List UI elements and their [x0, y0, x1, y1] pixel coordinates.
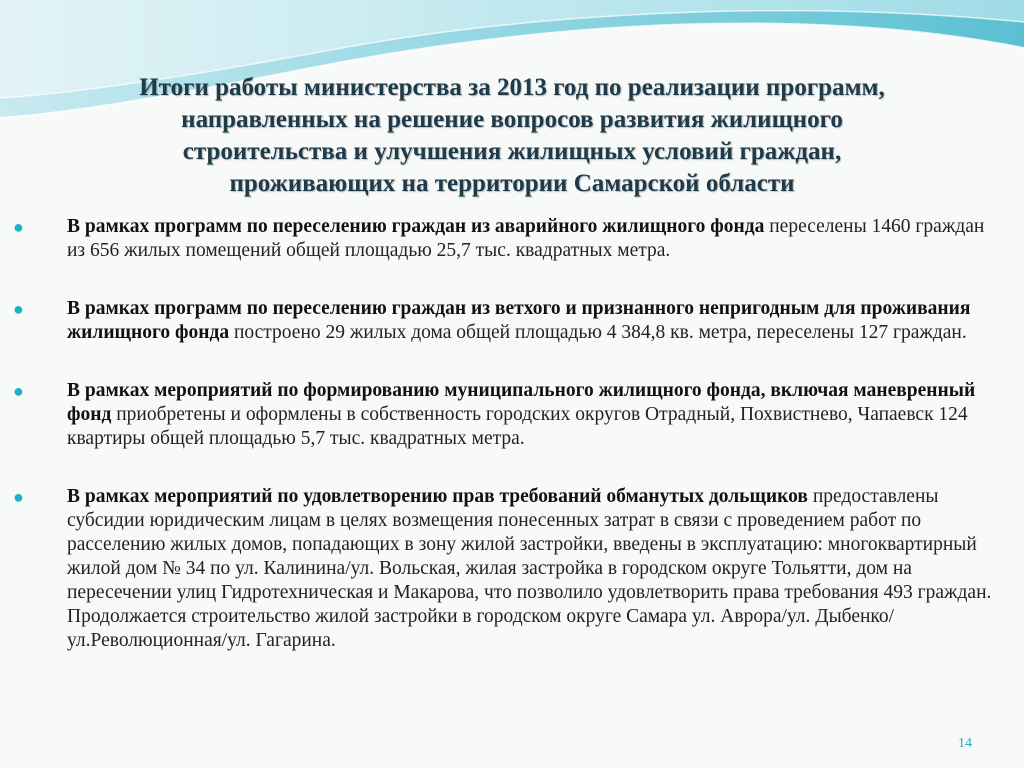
item-bold-lead: В рамках программ по переселению граждан из ветхого и признанного непригодным для проживания жилищного фонда: [67, 298, 971, 343]
item-text: приобретены и оформлены в собственность городских округов Отрадный, Похвистнево, Чапаевск 124 квартиры общей площадью 5,7 тыс. квадратных метра.: [67, 404, 968, 449]
title-line: строительства и улучшения жилищных условий граждан,: [182, 138, 842, 165]
list-item: [0, 379, 1024, 451]
list-item: [0, 215, 1024, 263]
title-line: направленных на решение вопросов развития жилищного: [181, 106, 843, 133]
item-text: построено 29 жилых дома общей площадью 4 384,8 кв. метра, переселены 127 граждан.: [229, 322, 967, 343]
bullet-icon: ●: [13, 217, 24, 237]
item-text: предоставлены субсидии юридическим лицам в целях возмещения понесенных затрат в связи с проведением работ по расселению жилых домов, попадающих в зону жилой застройки, введены в эксплуатацию: многоквартирный жилой дом № 34 по ул. Калинина/ул. Вольская, жилая застройка в городском округе Тольятти, дом на пересечении улиц Гидротехническая и Макарова, что позволило удовлетворить права требования 493 граждан. Продолжается строительство жилой застройки в городском округе Самара ул. Аврора/ул. Дыбенко/ул.Революционная/ул. Гагарина.: [67, 486, 992, 651]
item-text: переселены 1460 граждан из 656 жилых помещений общей площадью 25,7 тыс. квадратных метра.: [67, 216, 985, 261]
item-bold-lead: В рамках мероприятий по удовлетворению прав требований обманутых дольщиков: [67, 486, 808, 507]
title-line: Итоги работы министерства за 2013 год по реализации программ,: [139, 74, 885, 101]
item-bold-lead: В рамках программ по переселению граждан из аварийного жилищного фонда: [67, 216, 765, 237]
item-bold-lead: В рамках мероприятий по формированию муниципального жилищного фонда, включая маневренный фонд: [67, 380, 976, 425]
list-item: [0, 297, 1024, 345]
bullet-icon: ●: [13, 487, 24, 507]
title-line: проживающих на территории Самарской области: [229, 170, 795, 197]
bullet-list: [0, 215, 1024, 653]
slide-title: [40, 72, 984, 200]
bullet-icon: ●: [13, 299, 24, 319]
page-number: 14: [958, 736, 972, 751]
list-item: [0, 485, 1024, 653]
bullet-icon: ●: [13, 381, 24, 401]
